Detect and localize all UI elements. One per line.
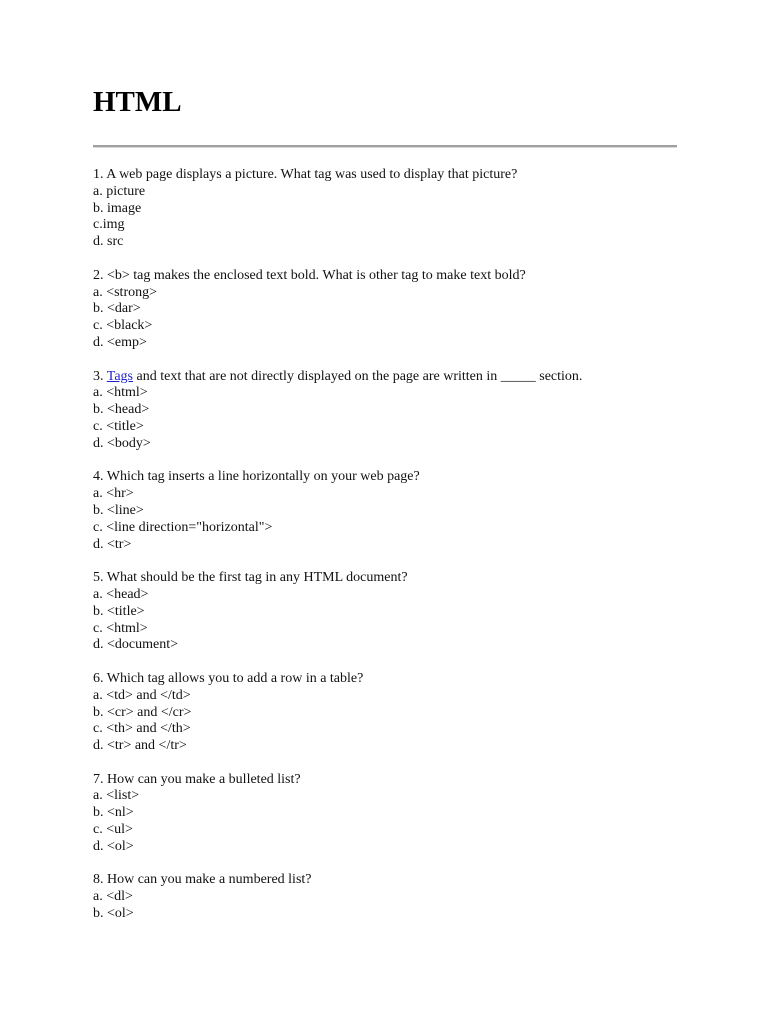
- option: d. <tr> and </tr>: [93, 738, 187, 754]
- option: d. <ol>: [93, 838, 134, 854]
- question-1: [93, 167, 693, 251]
- question-5: [93, 570, 693, 654]
- option: d. <tr>: [93, 536, 132, 552]
- option: b. <cr> and </cr>: [93, 704, 192, 720]
- option: a. <td> and </td>: [93, 687, 191, 703]
- question-text: [93, 469, 693, 486]
- question-number: 3.: [93, 368, 104, 384]
- question-prompt: Which tag inserts a line horizontally on your web page?: [106, 469, 420, 485]
- option: b. <dar>: [93, 301, 141, 317]
- option: a. <html>: [93, 385, 148, 401]
- question-8: [93, 872, 693, 922]
- option: b. image: [93, 200, 142, 216]
- option: a. <strong>: [93, 284, 158, 300]
- question-prompt: How can you make a bulleted list?: [107, 771, 301, 787]
- question-6: [93, 671, 693, 755]
- question-7: [93, 772, 693, 856]
- option: b. <head>: [93, 402, 150, 418]
- page-title: HTML: [93, 86, 182, 118]
- option: c. <ul>: [93, 822, 133, 838]
- option: d. <emp>: [93, 334, 147, 350]
- option: c. <title>: [93, 418, 144, 434]
- question-prompt: <b> tag makes the enclosed text bold. What is other tag to make text bold?: [107, 267, 526, 283]
- question-prompt: How can you make a numbered list?: [107, 872, 312, 888]
- question-list: [93, 167, 693, 940]
- option: a. <list>: [93, 788, 140, 804]
- question-text: [93, 167, 693, 184]
- question-number: 7.: [93, 771, 104, 787]
- option: c. <html>: [93, 620, 148, 636]
- option: b. <ol>: [93, 906, 134, 922]
- question-number: 6.: [93, 670, 104, 686]
- question-prompt: and text that are not directly displayed on the page are written in _____ section.: [136, 368, 583, 384]
- question-text: [93, 570, 693, 587]
- question-number: 2.: [93, 267, 104, 283]
- question-text: [93, 872, 693, 889]
- question-number: 8.: [93, 872, 104, 888]
- question-number: 4.: [93, 469, 104, 485]
- question-prompt: A web page displays a picture. What tag was used to display that picture?: [106, 167, 518, 182]
- option: c. <black>: [93, 318, 153, 334]
- question-number: 1.: [93, 167, 104, 182]
- question-text: [93, 369, 693, 386]
- question-text: [93, 268, 693, 285]
- question-3: [93, 369, 693, 453]
- option: b. <nl>: [93, 805, 134, 821]
- question-text: [93, 671, 693, 688]
- question-4: [93, 469, 693, 553]
- option: a. <dl>: [93, 889, 133, 905]
- question-prompt: Which tag allows you to add a row in a table?: [106, 670, 364, 686]
- horizontal-rule: [93, 145, 677, 148]
- question-2: [93, 268, 693, 352]
- question-prompt: What should be the first tag in any HTML document?: [106, 570, 408, 586]
- option: b. <title>: [93, 603, 145, 619]
- option: d. <body>: [93, 435, 151, 451]
- option: c. <line direction="horizontal">: [93, 519, 273, 535]
- option: a. picture: [93, 183, 146, 199]
- option: d. <document>: [93, 637, 178, 653]
- option: b. <line>: [93, 502, 144, 518]
- option: a. <head>: [93, 586, 149, 602]
- option: c. <th> and </th>: [93, 721, 191, 737]
- question-number: 5.: [93, 570, 104, 586]
- option: c.img: [93, 217, 125, 233]
- option: a. <hr>: [93, 486, 134, 502]
- tags-link[interactable]: Tags: [106, 368, 133, 384]
- question-text: [93, 772, 693, 789]
- option: d. src: [93, 234, 124, 250]
